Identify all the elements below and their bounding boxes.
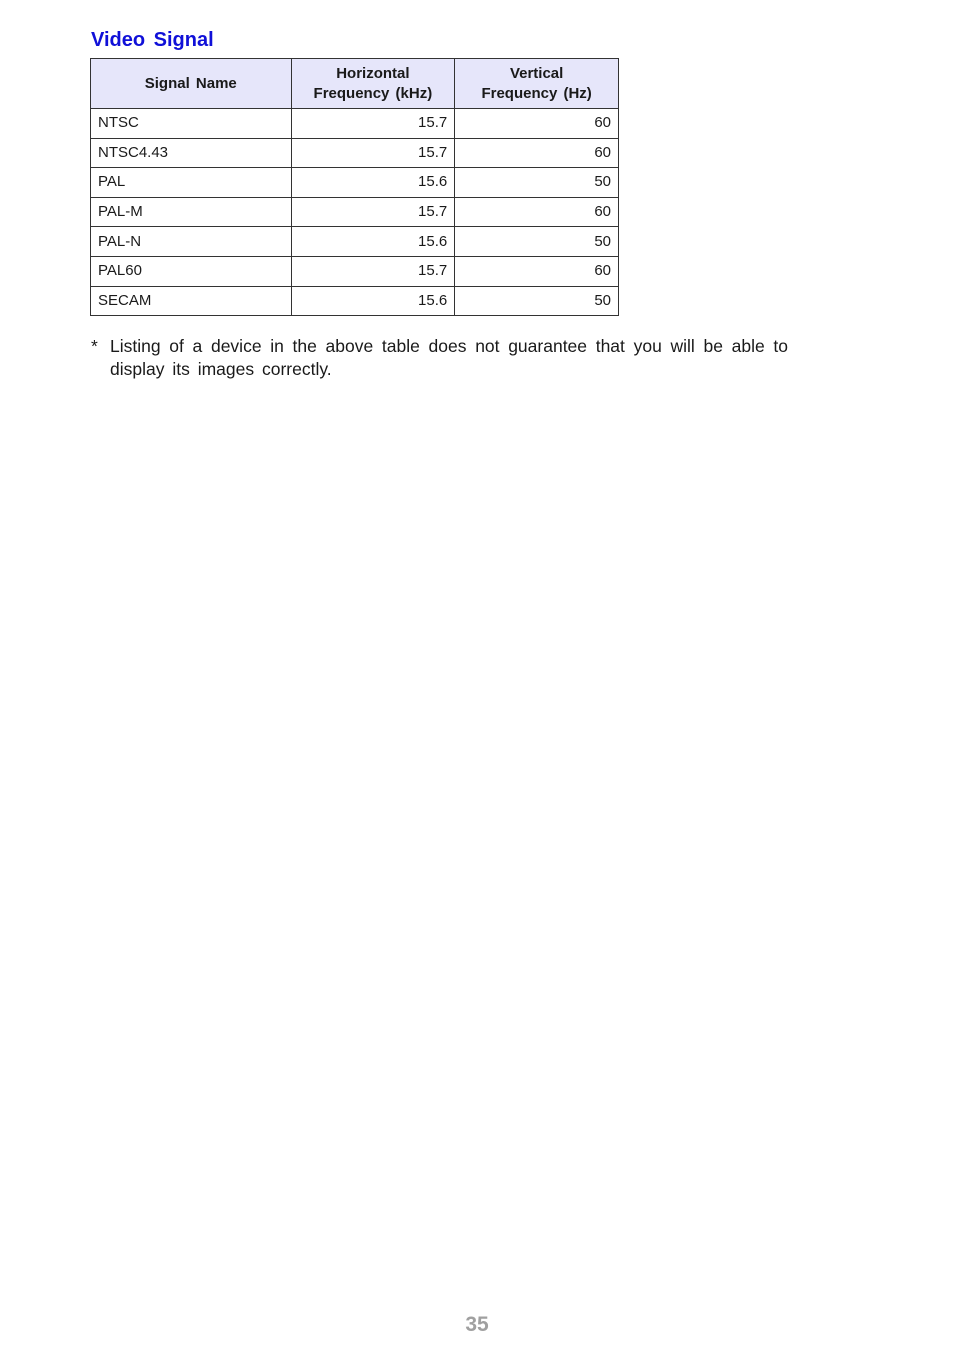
cell-horizontal-frequency: 15.7	[291, 256, 455, 286]
cell-horizontal-frequency: 15.6	[291, 227, 455, 257]
table-row	[91, 168, 619, 198]
cell-signal-name: NTSC	[91, 109, 292, 139]
section-title: Video Signal	[91, 29, 214, 51]
header-signal-name: Signal Name	[91, 59, 292, 109]
footnote-text: Listing of a device in the above table does not guarantee that you will be able to display its images correctly.	[110, 336, 788, 379]
cell-signal-name: NTSC4.43	[91, 138, 292, 168]
cell-horizontal-frequency: 15.7	[291, 109, 455, 139]
cell-vertical-frequency: 50	[455, 286, 619, 316]
cell-horizontal-frequency: 15.7	[291, 138, 455, 168]
cell-horizontal-frequency: 15.6	[291, 168, 455, 198]
cell-horizontal-frequency: 15.6	[291, 286, 455, 316]
header-vertical-line2: Frequency (Hz)	[481, 84, 592, 102]
cell-signal-name: PAL-M	[91, 197, 292, 227]
cell-vertical-frequency: 60	[455, 256, 619, 286]
header-vertical-line1: Vertical	[509, 64, 564, 82]
table-row	[91, 138, 619, 168]
table-row	[91, 109, 619, 139]
cell-signal-name: SECAM	[91, 286, 292, 316]
cell-vertical-frequency: 50	[455, 168, 619, 198]
footnote	[91, 335, 788, 381]
page-number: 35	[465, 1313, 489, 1336]
table-row	[91, 197, 619, 227]
cell-signal-name: PAL	[91, 168, 292, 198]
header-horizontal-line2: Frequency (kHz)	[313, 84, 433, 102]
table-header-row	[91, 59, 619, 109]
header-horizontal-frequency	[291, 59, 455, 109]
table-row	[91, 286, 619, 316]
cell-vertical-frequency: 60	[455, 138, 619, 168]
cell-horizontal-frequency: 15.7	[291, 197, 455, 227]
cell-vertical-frequency: 60	[455, 197, 619, 227]
table-row	[91, 227, 619, 257]
footnote-asterisk: *	[91, 336, 98, 356]
video-signal-table	[90, 58, 619, 316]
table-row	[91, 256, 619, 286]
cell-vertical-frequency: 60	[455, 109, 619, 139]
cell-signal-name: PAL60	[91, 256, 292, 286]
header-horizontal-line1: Horizontal	[336, 64, 410, 82]
header-vertical-frequency	[455, 59, 619, 109]
cell-vertical-frequency: 50	[455, 227, 619, 257]
cell-signal-name: PAL-N	[91, 227, 292, 257]
